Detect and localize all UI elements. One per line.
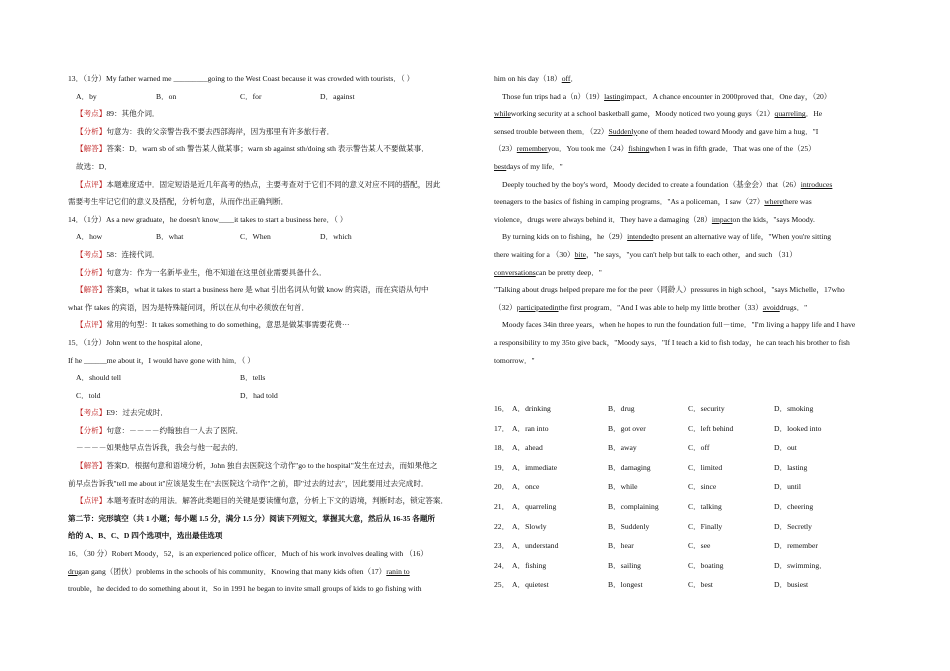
- blank-29-answer: intended: [627, 232, 654, 242]
- q16-line-3: trouble，he decided to do something about it．So in 1991 he began to invite small groups of kids to go fishing with: [68, 584, 422, 594]
- text: ．: [570, 74, 579, 83]
- text: to present an alternative way of life，"When you're sitting: [653, 232, 832, 242]
- text: working security at a school basketball game，Moody noticed two young guys（21）: [510, 109, 775, 119]
- passage-line: [494, 228, 894, 246]
- text: （32）: [494, 302, 517, 312]
- choice-option-a: A．quarreling: [512, 501, 557, 511]
- q13-stem: 13．（1分）My father warned me _________going to the West Coast because it was crowded with tourists．（ ）: [68, 74, 415, 83]
- q15-jieda: [68, 457, 468, 475]
- choice-number: 16．: [494, 404, 510, 413]
- passage-line: [494, 299, 894, 317]
- blank-26-answer: introduces: [800, 179, 833, 189]
- choice-number: 18．: [494, 443, 510, 453]
- choice-row: [494, 477, 894, 497]
- choice-option-d: D．smoking: [774, 404, 814, 413]
- choice-option-a: A．once: [512, 482, 540, 492]
- passage-line: [494, 123, 894, 141]
- q14-jieda-text-2: what 作 takes 的宾语，因为是特殊疑问词，所以在从句中必须放在句首．: [68, 302, 310, 312]
- text: him on his day（18）: [494, 74, 562, 83]
- choice-number: 22．: [494, 521, 510, 531]
- q15-dianping-text: 本题考查时态的用法．解答此类题目的关键是要读懂句意，分析上下文的语境，判断时态，锁定答案．: [106, 496, 449, 506]
- blank-23-answer: remember: [516, 144, 548, 154]
- dianping-tag: 【点评】: [76, 496, 107, 506]
- q13-options: [68, 88, 468, 106]
- choice-number: 25．: [494, 580, 510, 590]
- q15-fenxi-text-1: 句意：－－－－约翰独自一人去了医院．: [106, 425, 244, 435]
- choice-option-a: A．drinking: [512, 404, 551, 413]
- q14-fenxi-text: 句意为：作为一名新毕业生，他不知道在这里创业需要具备什么．: [106, 267, 327, 277]
- choice-option-a: A．quietest: [512, 580, 549, 590]
- passage-line: [494, 264, 894, 282]
- q15-options-row-1: [68, 369, 468, 387]
- choice-option-d: D．remember: [774, 541, 818, 551]
- cloze-choices: [494, 399, 894, 595]
- q14-stem: 14．（1分）As a new graduate，he doesn't know____it takes to start a business here．（ ）: [68, 214, 348, 224]
- right-column: [494, 70, 894, 369]
- choice-number: 20．: [494, 482, 510, 492]
- q14-kaodian: [68, 246, 468, 264]
- q14-kaodian-text: 58：连接代词．: [106, 249, 160, 259]
- q15-options-row-2: [68, 387, 468, 405]
- choice-row: [494, 419, 894, 439]
- choice-number: 24．: [494, 560, 510, 570]
- fenxi-tag: 【分析】: [76, 126, 107, 136]
- choice-option-d: D．out: [774, 443, 797, 453]
- q14-fenxi: [68, 264, 468, 282]
- choice-option-b: B．damaging: [608, 462, 651, 472]
- choice-option-d: D．looked into: [774, 423, 822, 433]
- blank-28-answer: impact: [711, 214, 733, 224]
- choice-option-d: D．lasting: [774, 462, 808, 472]
- passage-line: [494, 70, 894, 88]
- left-column: [68, 70, 468, 598]
- text: Deeply touched by the boy's word，Moody decided to create a foundation（基金会）that（26）: [502, 179, 801, 189]
- q14-option-d: D．which: [320, 232, 352, 242]
- q13-option-d: D．against: [320, 91, 355, 101]
- choice-option-a: A．ahead: [512, 443, 543, 453]
- q14-option-c: C．When: [240, 232, 271, 242]
- fenxi-tag: 【分析】: [76, 425, 107, 435]
- q13-kaodian: [68, 105, 468, 123]
- passage-line: [494, 176, 894, 194]
- blank-18-answer: off: [561, 74, 571, 83]
- blank-16-answer: drug: [68, 566, 82, 576]
- choice-option-b: B．hear: [608, 541, 634, 551]
- passage-line: [494, 88, 894, 106]
- q16-line-2: [68, 563, 468, 581]
- q14-jieda-text-1: 答案B，what it takes to start a business here 是 what 引出名词从句做 know 的宾语，而在宾语从句中: [106, 285, 429, 295]
- q15-option-c: C．told: [76, 390, 101, 400]
- choice-option-d: D．cheering: [774, 501, 814, 511]
- choice-option-d: D．swimming．: [774, 560, 827, 570]
- text: you．You took me（24）: [547, 144, 629, 154]
- q13-fenxi: [68, 123, 468, 141]
- jieda-tag: 【解答】: [76, 285, 107, 295]
- choice-option-c: C．talking: [688, 501, 722, 511]
- blank-33-answer: avoid: [762, 302, 780, 312]
- blank-21-answer: quarreling: [774, 109, 806, 119]
- choice-option-d: D．until: [774, 482, 802, 492]
- choice-option-c: C．best: [688, 580, 713, 590]
- q15-option-a: A．should tell: [76, 373, 121, 383]
- text: ，"he says，"you can't help but talk to each other，and such （31）: [585, 249, 797, 259]
- passage-line: [494, 211, 894, 229]
- text: can be pretty deep．": [535, 267, 602, 277]
- choice-option-d: D．Secretly: [774, 521, 812, 531]
- choice-option-b: B．got over: [608, 423, 646, 433]
- text: （23）: [494, 144, 517, 154]
- choice-option-c: C．left behind: [688, 423, 734, 433]
- q15-option-d: D．had told: [240, 390, 278, 400]
- q13-option-b: B．on: [156, 91, 177, 101]
- passage-line: [494, 158, 894, 176]
- choice-number: 17．: [494, 423, 510, 433]
- blank-30-answer: bite: [574, 249, 586, 259]
- text: the first program．"And I was able to help my little brother（33）: [558, 302, 763, 312]
- q13-jieda-text: 答案：D．warn sb of sth 警告某人做某事；warn sb against sth/doing sth 表示警告某人不要做某事．: [106, 144, 429, 154]
- text: days of my life．": [506, 161, 563, 171]
- q13-option-a: A．by: [76, 91, 97, 101]
- dianping-tag: 【点评】: [76, 179, 107, 189]
- blank-25-answer: best: [494, 161, 507, 171]
- choice-option-c: C．off: [688, 443, 710, 453]
- choice-number: 23．: [494, 541, 510, 551]
- choice-option-b: B．complaining: [608, 501, 659, 511]
- passage-line: [494, 105, 894, 123]
- text: sensed trouble between them．（22）: [494, 126, 609, 136]
- blank-32-answer: participatedin: [516, 302, 559, 312]
- section-heading-2: 给的 A、B、C、D 四个选项中，选出最佳选项: [68, 531, 223, 541]
- choice-option-b: B．longest: [608, 580, 643, 590]
- q15-jieda-text-1: 答案D．根据句意和语境分析，John 独自去医院这个动作"go to the hospital"发生在过去，而如果他之: [106, 461, 438, 471]
- passage-line: "Talking about drugs helped prepare me for the peer（同龄人）pressures in high school，"says Michelle，17who: [494, 285, 845, 295]
- fenxi-tag: 【分析】: [76, 267, 107, 277]
- q13-kaodian-text: 89：其他介词．: [106, 109, 160, 119]
- q15-kaodian-text: E9：过去完成时．: [106, 408, 168, 418]
- text: drugs．": [779, 302, 808, 312]
- q15-kaodian: [68, 404, 468, 422]
- choice-option-b: B．Suddenly: [608, 521, 650, 531]
- choice-row: [494, 399, 894, 419]
- q14-options: [68, 228, 468, 246]
- q16-line-2-text: an gang（团伙）problems in the schools of his community．Knowing that many kids often（17）: [81, 566, 387, 576]
- jieda-tag: 【解答】: [76, 144, 107, 154]
- text: one of them headed toward Moody and gave him a hug．"I: [637, 126, 819, 136]
- choice-option-c: C．security: [688, 404, 725, 413]
- choice-row: [494, 536, 894, 556]
- choice-option-a: A．immediate: [512, 462, 558, 472]
- text: when I was in fifth grade．That was one of the（25）: [649, 144, 816, 154]
- q15-option-b: B．tells: [240, 373, 266, 383]
- q15-stem: 15．（1分）John went to the hospital alone．: [68, 337, 208, 347]
- text: By turning kids on to fishing，he（29）: [502, 232, 628, 242]
- choice-option-c: C．limited: [688, 462, 723, 472]
- passage-line: a responsibility to my 35to give back，"Moody says．"If I teach a kid to fish today，he can teach his brother to fish: [494, 337, 850, 347]
- choice-option-a: A．fishing: [512, 560, 547, 570]
- q14-dianping-text: 常用的句型：It takes something to do something，意思是做某事需要花费···: [106, 320, 350, 330]
- passage-line: [494, 140, 894, 158]
- choice-row: [494, 438, 894, 458]
- passage-line: [494, 193, 894, 211]
- q13-option-c: C．for: [240, 91, 262, 101]
- choice-row: [494, 517, 894, 537]
- choice-option-c: C．since: [688, 482, 717, 492]
- choice-row: [494, 458, 894, 478]
- jieda-tag: 【解答】: [76, 461, 107, 471]
- choice-option-a: A．Slowly: [512, 521, 547, 531]
- q14-jieda: [68, 281, 468, 299]
- blank-24-answer: fishing: [628, 144, 650, 154]
- dianping-tag: 【点评】: [76, 320, 107, 330]
- text: Those fun trips had a（n）（19）: [502, 91, 605, 101]
- blank-17-answer: ranin to: [386, 566, 410, 576]
- q13-dianping-text-2: 需要考生牢记它们的意义及搭配，分析句意，从而作出正确判断．: [68, 197, 289, 207]
- passage-line: Moody faces 34in three years，when he hopes to run the foundation full－time．"I'm living a happy life and I have: [502, 320, 856, 330]
- q14-dianping: [68, 316, 468, 334]
- choice-option-b: B．while: [608, 482, 638, 492]
- q13-guci: 故选：D．: [76, 161, 112, 171]
- choice-option-c: C．boating: [688, 560, 724, 570]
- blank-19-answer: lasting: [604, 91, 625, 101]
- q16-line-1: 16．（30 分）Robert Moody，52，is an experienced police officer．Much of his work involves dealing with （16）: [68, 549, 428, 559]
- text: impact．A chance encounter in 2000proved that．One day，（20）: [624, 91, 832, 101]
- text: ．He: [805, 109, 823, 119]
- choice-option-b: B．drug: [608, 404, 635, 413]
- text: there waiting for a （30）: [494, 249, 575, 259]
- choice-option-b: B．sailing: [608, 560, 641, 570]
- blank-27-answer: where: [764, 197, 783, 207]
- q13-dianping-text-1: 本题难度适中．固定短语是近几年高考的热点，主要考查对于它们不同的意义对应不同的搭配，因此: [106, 179, 441, 189]
- q13-jieda: [68, 140, 468, 158]
- choice-option-d: D．busiest: [774, 580, 809, 590]
- choice-number: 21．: [494, 501, 510, 511]
- choice-option-c: C．Finally: [688, 521, 723, 531]
- choice-row: [494, 575, 894, 595]
- text: teenagers to the basics of fishing in camping programs．"As a policeman，I saw（27）: [494, 197, 765, 207]
- q15-jieda-text-2: 前早点告诉我"tell me about it"应该是发生在"去医院这个动作"之前，即"过去的过去"，因此要用过去完成时．: [68, 478, 429, 488]
- blank-22-answer: Suddenly: [608, 126, 638, 136]
- q13-dianping: [68, 176, 468, 194]
- blank-20-answer: while: [494, 109, 511, 119]
- q15-fenxi: [68, 422, 468, 440]
- text: there was: [782, 197, 812, 207]
- choice-row: [494, 556, 894, 576]
- choice-option-b: B．away: [608, 443, 637, 453]
- section-heading-1: 第二节：完形填空（共 1 小题；每小题 1.5 分，满分 1.5 分）阅读下列短文，掌握其大意，然后从 16-35 各题所: [68, 513, 436, 523]
- choice-option-c: C．see: [688, 541, 711, 551]
- q15-fenxi-text-2: －－－－如果他早点告诉我，我会与他一起去的．: [76, 443, 244, 453]
- kaodian-tag: 【考点】: [76, 408, 107, 418]
- kaodian-tag: 【考点】: [76, 109, 107, 119]
- choice-row: [494, 497, 894, 517]
- text: on the kids，"says Moody.: [732, 214, 815, 224]
- q15-stem-2: If he ______me about it，I would have gone with him．（ ）: [68, 355, 255, 365]
- q15-dianping: [68, 492, 468, 510]
- passage-line: [494, 246, 894, 264]
- choice-option-a: A．understand: [512, 541, 559, 551]
- text: violence，drugs were always behind it．They have a damaging（28）: [494, 214, 712, 224]
- kaodian-tag: 【考点】: [76, 249, 107, 259]
- blank-31-answer: conversations: [494, 267, 536, 277]
- passage-line: tomorrow．": [494, 355, 535, 365]
- q14-option-b: B．what: [156, 232, 184, 242]
- q13-fenxi-text: 句意为：我的父亲警告我不要去西部海岸，因为那里有许多旅行者．: [106, 126, 335, 136]
- choice-number: 19．: [494, 462, 510, 472]
- q14-option-a: A．how: [76, 232, 103, 242]
- choice-option-a: A．ran into: [512, 423, 549, 433]
